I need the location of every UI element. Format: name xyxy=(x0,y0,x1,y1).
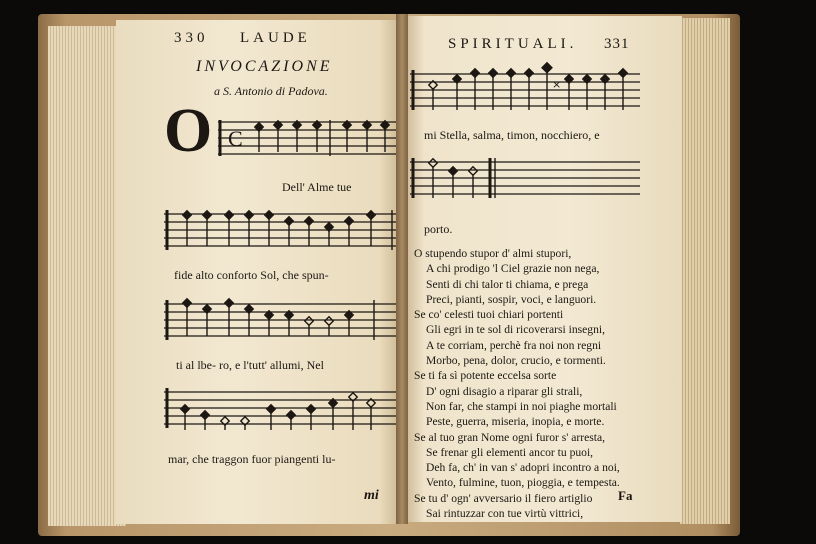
verse-line: Vento, fulmine, tuon, pioggia, e tempesta. xyxy=(426,476,620,490)
hymn-title: INVOCAZIONE xyxy=(196,58,333,75)
verse-line: Gli egri in te sol di ricoverarsi insegni, xyxy=(426,323,606,337)
verse-line: Preci, pianti, sospir, voci, e languori. xyxy=(426,292,597,306)
lyric-line-1: Dell' Alme tue xyxy=(282,180,352,194)
music-staff-2 xyxy=(164,206,398,254)
lyric-line-4: mar, che traggon fuor piangenti lu- xyxy=(168,452,336,466)
right-page-number: 331 xyxy=(604,36,630,52)
book-gutter xyxy=(396,14,408,524)
verse-line: Sai rintuzzar con tue virtù vittrici, xyxy=(426,507,584,521)
verse-line: Se al tuo gran Nome ogni furor s' arresta, xyxy=(414,430,606,444)
right-running-head: SPIRITUALI. xyxy=(448,36,578,52)
verse-line: Senti di chi talor ti chiama, e prega xyxy=(426,277,589,291)
verse-line: Non far, che stampi in noi piaghe mortali xyxy=(426,399,617,413)
left-running-head: LAUDE xyxy=(240,30,311,46)
lyric-line-3: ti al lbe- ro, e l'tutt' allumi, Nel xyxy=(176,358,324,372)
verse-line: Morbo, pena, dolor, crucio, e tormenti. xyxy=(426,354,606,368)
verse-line: A chi prodigo 'l Ciel grazie non nega, xyxy=(426,262,600,276)
left-page-number: 330 xyxy=(174,30,209,46)
svg-text:C: C xyxy=(228,126,243,151)
verse-line: A te corriam, perchè fra noi non regni xyxy=(426,338,602,352)
music-staff-4 xyxy=(164,384,398,436)
hymn-subtitle: a S. Antonio di Padova. xyxy=(214,84,328,98)
verse-line: Se frenar gli elementi ancor tu puoi, xyxy=(426,445,594,459)
music-staff-1 xyxy=(218,116,398,162)
music-staff-6 xyxy=(410,156,642,208)
verse-line: O stupendo stupor d' almi stupori, xyxy=(414,247,572,260)
verse-line: Peste, guerra, miseria, inopia, e morte. xyxy=(426,415,605,429)
verse-line: Deh fa, ch' in van s' adopri incontro a noi, xyxy=(426,461,620,475)
music-staff-3 xyxy=(164,296,398,344)
page-edges-right xyxy=(680,18,730,524)
right-lyric-line-2: porto. xyxy=(424,222,453,236)
verse-line: Se tu d' ogn' avversario il fiero artiglio xyxy=(414,491,593,505)
right-lyric-line-1: mi Stella, salma, timon, nocchiero, e xyxy=(424,128,600,142)
page-edges-left xyxy=(48,26,126,526)
verse-line: Se ti fa sì potente eccelsa sorte xyxy=(414,369,557,383)
right-catchword: Fa xyxy=(618,488,633,503)
drop-cap: O xyxy=(164,97,213,165)
svg-text:×: × xyxy=(552,78,562,91)
verse-line: D' ogni disagio a riparar gli strali, xyxy=(426,384,583,398)
music-staff-5 xyxy=(410,60,642,120)
left-catchword: mi xyxy=(364,488,379,503)
lyric-line-2: fide alto conforto Sol, che spun- xyxy=(174,268,329,282)
hymn-verses xyxy=(414,246,620,521)
verse-line: Se co' celesti tuoi chiari portenti xyxy=(414,308,564,322)
